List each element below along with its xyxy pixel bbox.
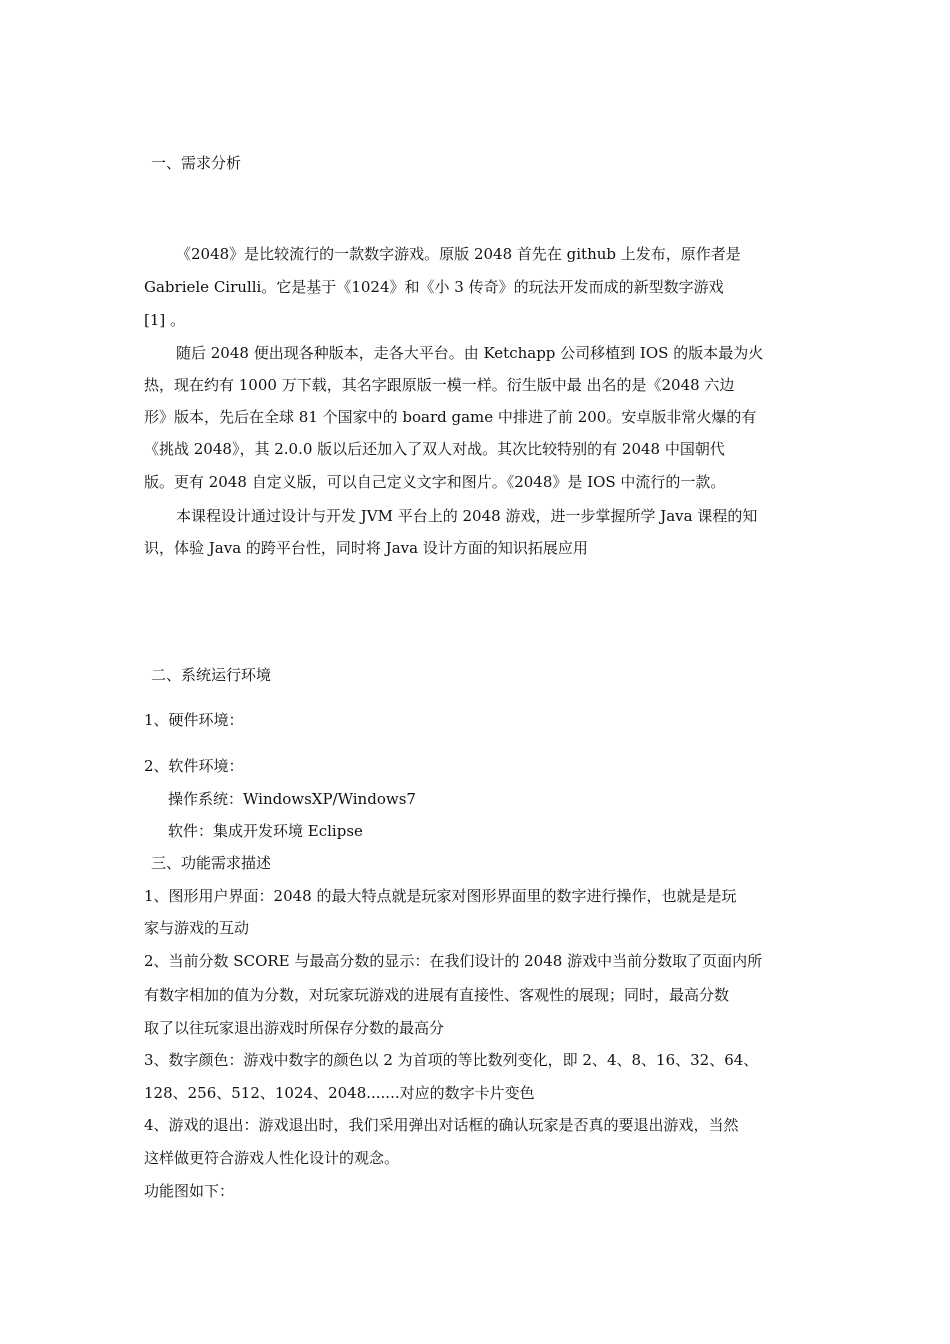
list-item-line: 有数字相加的值为分数，对玩家玩游戏的进展有直接性、客观性的展现；同时，最高分数: [144, 986, 730, 1004]
section-heading-requirements: 一、需求分析: [151, 154, 242, 172]
software-env-label: 2、软件环境：: [144, 757, 244, 775]
paragraph-line: 随后 2048 便出现各种版本，走各大平台。由 Ketchapp 公司移植到 IOS 的版本最为火: [176, 344, 764, 362]
paragraph-line: 版。更有 2048 自定义版，可以自己定义文字和图片。《2048》是 IOS 中流行的一款。: [144, 473, 726, 491]
paragraph-line: 《挑战 2048》，其 2.0.0 版以后还加入了双人对战。其次比较特别的有 2048 中国朝代: [144, 440, 725, 458]
list-item-line: 128、256、512、1024、2048.......对应的数字卡片变色: [144, 1084, 535, 1102]
ide-requirement: 软件：集成开发环境 Eclipse: [168, 822, 363, 840]
paragraph-line: 《2048》是比较流行的一款数字游戏。原版 2048 首先在 github 上发布，原作者是: [176, 245, 741, 263]
list-item-line: 取了以往玩家退出游戏时所保存分数的最高分: [144, 1019, 445, 1037]
section-heading-functional: 三、功能需求描述: [151, 854, 272, 872]
os-requirement: 操作系统：WindowsXP/Windows7: [168, 790, 416, 808]
diagram-caption: 功能图如下：: [144, 1182, 235, 1200]
list-item-line: 这样做更符合游戏人性化设计的观念。: [144, 1149, 400, 1167]
paragraph-line: 识，体验 Java 的跨平台性，同时将 Java 设计方面的知识拓展应用: [144, 539, 588, 557]
list-item-line: 家与游戏的互动: [144, 919, 250, 937]
list-item-line: 1、图形用户界面：2048 的最大特点就是玩家对图形界面里的数字进行操作，也就是是玩: [144, 887, 737, 905]
paragraph-line: 本课程设计通过设计与开发 JVM 平台上的 2048 游戏，进一步掌握所学 Java 课程的知: [176, 507, 758, 525]
list-item-line: 3、数字颜色：游戏中数字的颜色以 2 为首项的等比数列变化，即 2、4、8、16、32、64、: [144, 1051, 759, 1069]
paragraph-line: 形》版本，先后在全球 81 个国家中的 board game 中排进了前 200。安卓版非常火爆的有: [144, 408, 757, 426]
paragraph-line: Gabriele Cirulli。它是基于《1024》和《小 3 传奇》的玩法开发而成的新型数字游戏: [144, 278, 724, 296]
list-item-line: 2、当前分数 SCORE 与最高分数的显示：在我们设计的 2048 游戏中当前分数取了页面内所: [144, 952, 763, 970]
paragraph-line: 热，现在约有 1000 万下载，其名字跟原版一模一样。衍生版中最 出名的是《2048 六边: [144, 376, 735, 394]
list-item-line: 4、游戏的退出：游戏退出时，我们采用弹出对话框的确认玩家是否真的要退出游戏，当然: [144, 1116, 739, 1134]
hardware-env-label: 1、硬件环境：: [144, 711, 244, 729]
paragraph-line: [1] 。: [144, 311, 186, 329]
section-heading-environment: 二、系统运行环境: [151, 666, 272, 684]
